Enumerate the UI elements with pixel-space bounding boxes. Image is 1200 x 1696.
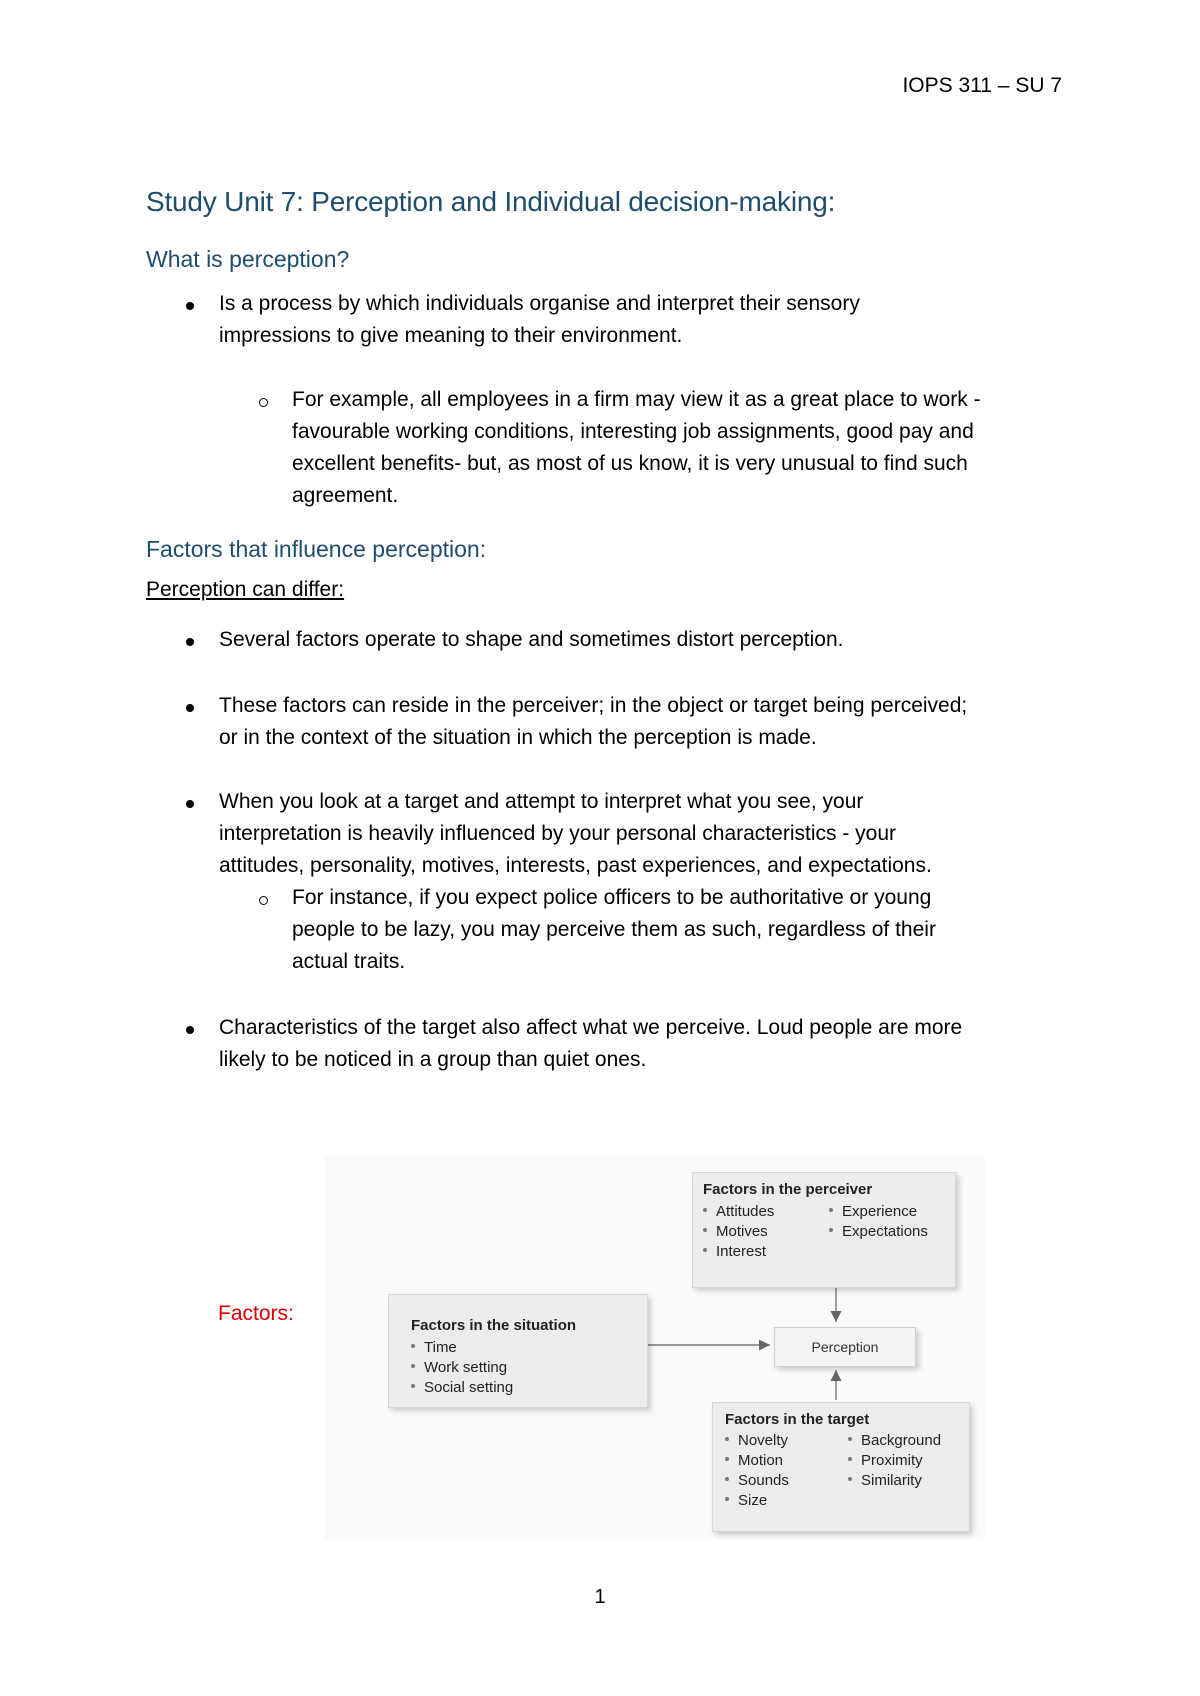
target-item: Sounds [725, 1472, 789, 1489]
perceiver-item: Motives [703, 1223, 768, 1240]
course-code: IOPS 311 – SU 7 [902, 74, 1062, 97]
target-item: Motion [725, 1452, 783, 1469]
perceiver-item: Interest [703, 1243, 766, 1260]
target-item: Background [848, 1432, 941, 1449]
perceiver-item: Expectations [829, 1223, 928, 1240]
paragraph-definition: Is a process by which individuals organise and interpret their sensory impressions to give meaning to their environment. [219, 292, 860, 347]
paragraph-example: For example, all employees in a firm may view it as a great place to work - favourable working conditions, interesting job assignments, good pay and excellent benefits- but, as most of us know, it is very unusual to find such agreement. [292, 388, 981, 507]
perceiver-title: Factors in the perceiver [703, 1181, 873, 1198]
box-factors-situation [388, 1294, 648, 1408]
situation-title: Factors in the situation [411, 1317, 577, 1334]
box-factors-perceiver [692, 1172, 956, 1288]
subheading-perception-can-differ: Perception can differ: [146, 578, 345, 601]
paragraph-factors-1: Several factors operate to shape and sometimes distort perception. [219, 628, 844, 651]
page-number: 1 [594, 1586, 606, 1608]
target-item: Similarity [848, 1472, 922, 1489]
target-title: Factors in the target [725, 1411, 870, 1428]
perception-node: Perception [774, 1327, 916, 1367]
diagram-label: Factors: [218, 1302, 294, 1325]
paragraph-factors-2: These factors can reside in the perceiver; in the object or target being perceived; or in the context of the situation in which the perception is made. [219, 694, 968, 749]
target-item: Proximity [848, 1452, 923, 1469]
situation-item: Work setting [411, 1359, 507, 1376]
target-item: Novelty [725, 1432, 788, 1449]
situation-item: Time [411, 1339, 457, 1356]
paragraph-factors-3: When you look at a target and attempt to interpret what you see, your interpretation is heavily influenced by your personal characteristics - your attitudes, personality, motives, interests, past experiences, and expectations. [219, 790, 932, 877]
target-item: Size [725, 1492, 767, 1509]
page-title: Study Unit 7: Perception and Individual decision-making: [146, 186, 836, 217]
situation-item: Social setting [411, 1379, 513, 1396]
perceiver-item: Attitudes [703, 1203, 774, 1220]
paragraph-instance: For instance, if you expect police officers to be authoritative or young people to be lazy, you may perceive them as such, regardless of their actual traits. [292, 886, 936, 973]
heading-what-is-perception: What is perception? [146, 246, 350, 272]
box-factors-target [712, 1402, 970, 1532]
paragraph-factors-4: Characteristics of the target also affect what we perceive. Loud people are more likely to be noticed in a group than quiet ones. [219, 1016, 963, 1071]
perceiver-item: Experience [829, 1203, 917, 1220]
heading-factors: Factors that influence perception: [146, 536, 487, 562]
